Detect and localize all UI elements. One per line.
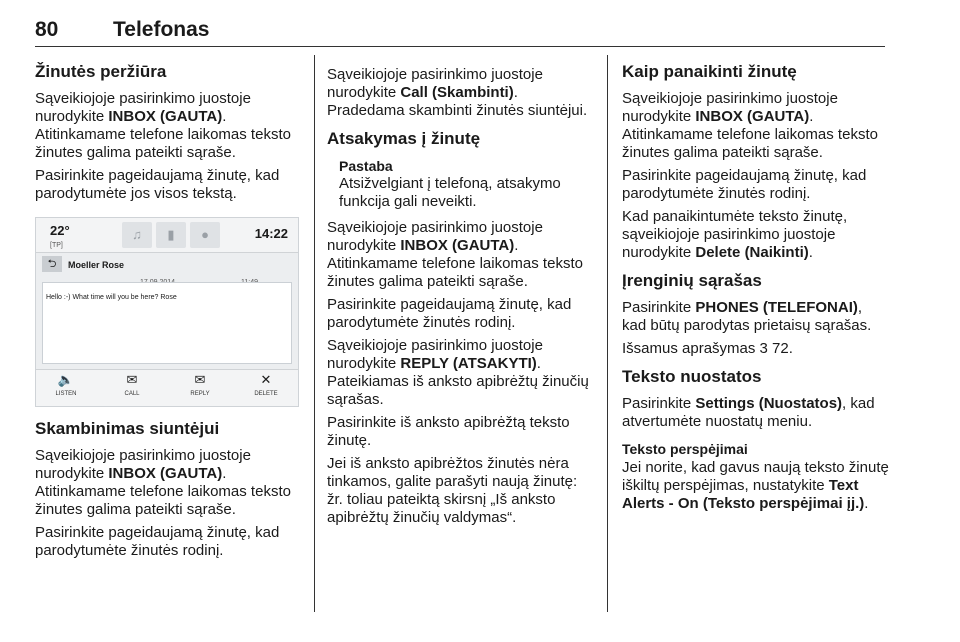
paragraph: Pasirinkite pageidaujamą žinutę, kad parodytumėte žinutės rodinį.	[35, 524, 280, 559]
column-divider	[607, 55, 608, 612]
paragraph: Pasirinkite pageidaujamą žinutę, kad parodytumėte žinutės rodinį.	[622, 167, 867, 202]
column-3	[622, 55, 890, 518]
paragraph: Sąveikiojoje pasirinkimo juostoje nurodykite Call (Skambinti). Pradedama skambinti žinutės siuntėjui.	[327, 66, 588, 119]
note-text: Atsižvelgiant į telefoną, atsakymo funkcija gali neveikti.	[339, 175, 561, 210]
paragraph: Jei norite, kad gavus naują teksto žinutę iškiltų perspėjimas, nustatykite Text Alerts - On (Teksto perspėjimai įj.).	[622, 459, 889, 512]
reply-button: ✉ REPLY	[170, 372, 230, 398]
clock: 14:22	[254, 226, 288, 241]
envelope-reply-icon: ✉	[194, 372, 206, 387]
column-2	[327, 55, 597, 532]
heading-delete-message: Kaip panaikinti žinutę	[622, 62, 797, 81]
heading-reply: Atsakymas į žinutę	[327, 129, 481, 148]
heading-call-sender: Skambinimas siuntėjui	[35, 419, 220, 438]
message-text: Hello :-) What time will you be here? Rose	[46, 294, 177, 301]
page-number: 80	[35, 18, 59, 41]
delete-button: ✕ DELETE	[236, 372, 296, 398]
phone-icon: ✉	[126, 372, 138, 387]
column-divider	[314, 55, 315, 612]
paragraph: Pasirinkite pageidaujamą žinutę, kad parodytumėte jos visos tekstą.	[35, 167, 280, 202]
speaker-icon: 🔈	[57, 372, 75, 387]
heading-device-list: Įrenginių sąrašas	[622, 271, 762, 290]
paragraph: Sąveikiojoje pasirinkimo juostoje nurodykite REPLY (ATSAKYTI). Pateikiamas iš anksto apibrėžtų žinučių sąrašas.	[327, 337, 589, 408]
note-title: Pastaba	[339, 158, 393, 174]
tp-indicator: [TP]	[50, 242, 63, 249]
paragraph: Jei iš anksto apibrėžtos žinutės nėra tinkamos, galite parašyti naują žinutę: žr. toliau pateiktą skirsnį „Iš anksto apibrėžtų žinučių valdymas“.	[327, 455, 578, 526]
paragraph: Sąveikiojoje pasirinkimo juostoje nurodykite INBOX (GAUTA). Atitinkamame telefone laikomas teksto žinutes galima pateikti sąraše.	[35, 90, 291, 161]
paragraph: Pasirinkite pageidaujamą žinutę, kad parodytumėte žinutės rodinį.	[327, 296, 572, 331]
paragraph: Sąveikiojoje pasirinkimo juostoje nurodykite INBOX (GAUTA). Atitinkamame telefone laikomas teksto žinutes galima pateikti sąraše.	[622, 90, 878, 161]
message-box	[42, 282, 292, 364]
column-1	[35, 55, 300, 565]
chapter-title: Telefonas	[113, 18, 210, 41]
listen-button: 🔈 LISTEN	[36, 372, 96, 398]
heading-text-alerts: Teksto perspėjimai	[622, 441, 748, 457]
heading-view-message: Žinutės peržiūra	[35, 62, 167, 81]
sender-name: Moeller Rose	[68, 260, 125, 270]
paragraph: Sąveikiojoje pasirinkimo juostoje nurodykite INBOX (GAUTA). Atitinkamame telefone laikomas teksto žinutes galima pateikti sąraše.	[327, 219, 583, 290]
infotainment-screenshot	[35, 217, 299, 407]
phone-tile-icon: ▮	[156, 222, 186, 248]
music-icon: ♫	[122, 222, 152, 248]
paragraph: Sąveikiojoje pasirinkimo juostoje nurodykite INBOX (GAUTA). Atitinkamame telefone laikomas teksto žinutes galima pateikti sąraše.	[35, 447, 291, 518]
note	[327, 157, 597, 211]
action-bar	[36, 369, 298, 406]
call-button: ✉ CALL	[102, 372, 162, 398]
back-arrow-icon: ⮌	[42, 256, 62, 272]
close-icon: ✕	[260, 372, 272, 387]
info-icon: ●	[190, 222, 220, 248]
paragraph: Pasirinkite PHONES (TELEFONAI), kad būtų parodytas prietaisų sąrašas.	[622, 299, 872, 334]
temperature: 22°	[50, 223, 70, 238]
page-header	[35, 12, 885, 47]
paragraph: Pasirinkite Settings (Nuostatos), kad atvertumėte nuostatų meniu.	[622, 395, 875, 430]
paragraph: Pasirinkite iš anksto apibrėžtą teksto žinutę.	[327, 414, 570, 449]
page-reference-icon: 3	[759, 340, 768, 357]
paragraph: Kad panaikintumėte teksto žinutę, sąveikiojoje pasirinkimo juostoje nurodykite Delete (Naikinti).	[622, 208, 848, 261]
paragraph: Išsamus aprašymas 3 72.	[622, 340, 793, 357]
status-bar	[36, 218, 298, 253]
heading-text-settings: Teksto nuostatos	[622, 367, 762, 386]
